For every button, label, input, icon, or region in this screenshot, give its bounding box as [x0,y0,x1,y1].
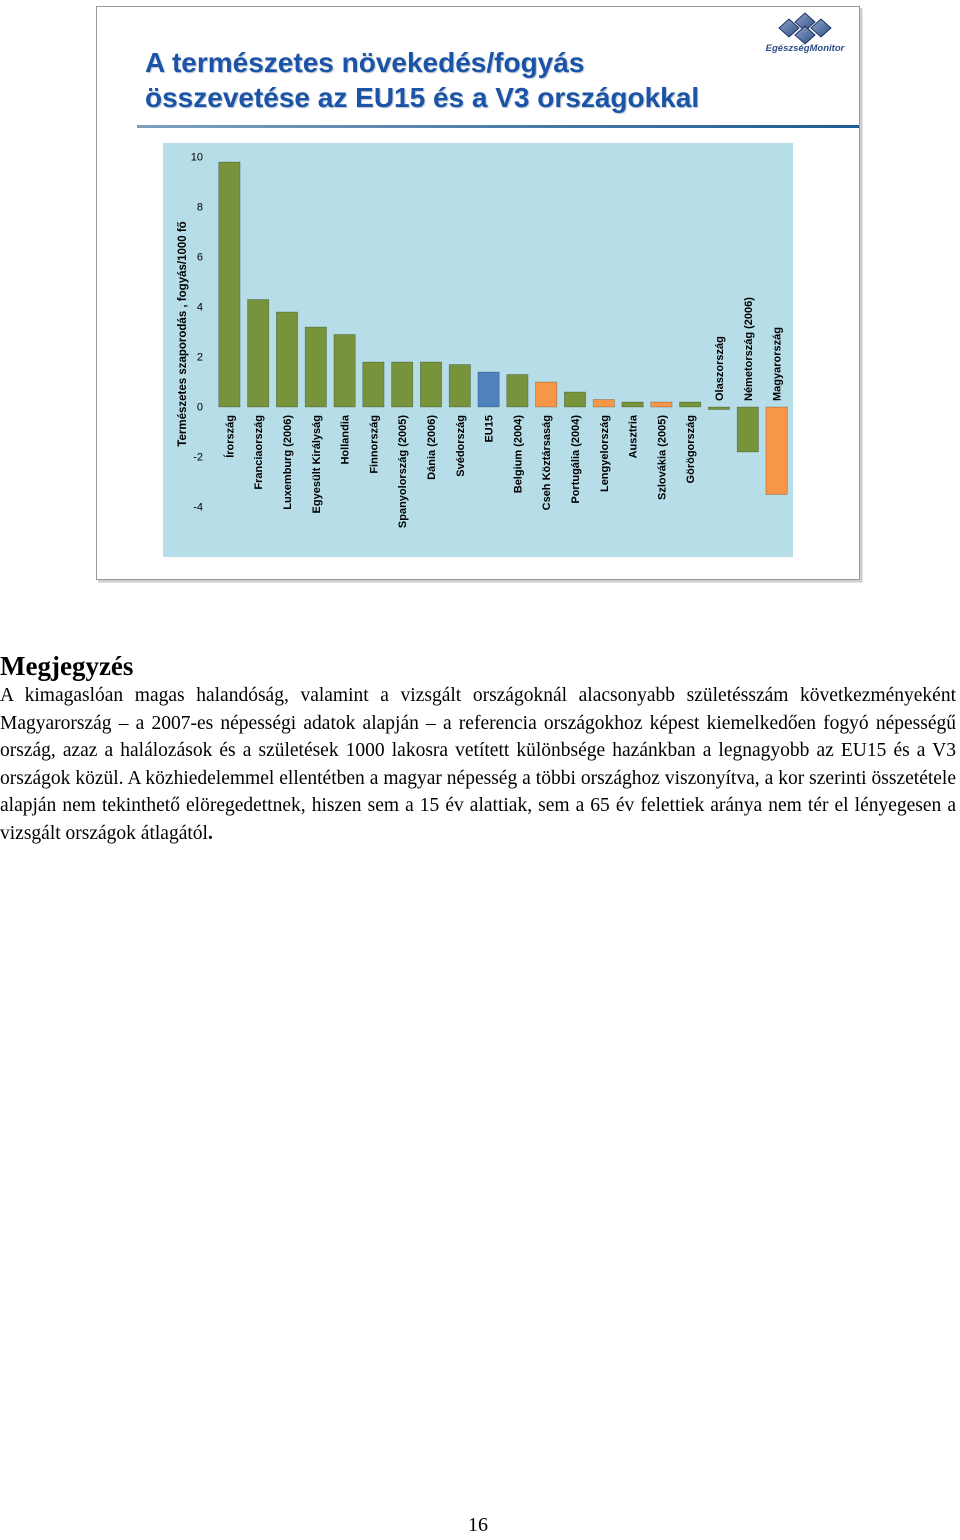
note-heading: Megjegyzés [0,651,134,681]
bar [334,335,355,408]
chart-svg [163,143,793,557]
bar [507,375,528,408]
note-section [0,650,956,847]
slide-frame [96,6,860,580]
category-label: Svédország [454,415,467,477]
egeszsegmonitor-logo [749,11,857,59]
logo-text: EgészségMonitor [765,43,845,54]
y-tick-label: 2 [196,351,203,364]
y-tick-label: 8 [196,201,203,214]
bar [420,362,441,407]
category-label: Magyarország [771,327,784,401]
bar [651,402,672,407]
y-tick-label: 0 [196,401,203,414]
bar [449,365,470,408]
y-tick-label: 10 [190,151,203,164]
category-label: Portugália (2004) [570,415,582,504]
category-label: Franciaország [253,415,266,490]
slide-title-line-2: összevetése az EU15 és a V3 országokkal [145,82,700,113]
category-label: Finnország [368,415,381,474]
slide-title-line-1: A természetes növekedés/fogyás [145,47,585,78]
bar [536,382,557,407]
note-paragraph [0,682,956,847]
category-label: Dánia (2006) [426,415,438,480]
category-label: Ausztria [627,415,640,459]
bar [593,400,614,408]
bar [564,392,585,407]
y-tick-label: 4 [196,301,203,314]
bar [276,312,297,407]
category-label: Egyesült Királyság [310,415,323,514]
bar [737,407,758,452]
category-label: Szlovákia (2005) [656,415,669,500]
bar [708,407,729,410]
category-label: Olaszország [714,336,726,401]
logo-tiles-icon [749,11,857,45]
y-axis-label: Természetes szaporodás , fogyás/1000 fő [177,221,189,447]
bar [766,407,787,495]
category-label: EU15 [483,415,496,443]
category-label: Németország (2006) [742,297,755,401]
category-label: Belgium (2004) [512,415,525,494]
note-body-text: A kimagaslóan magas halandóság, valamint a vizsgált országoknál alacsonyabb születésszám következményeként Magyarország – a 2007-es népességi adatok alapján – a referencia országokhoz képest kiemelkedően fogyó népességű ország, azaz a halálozások és a születések 1000 lakosra vetített különbsége hazánkban a legnagyobb az EU15 és a V3 országok közül. A közhiedelemmel ellentétben a magyar népesség a többi országhoz viszonyítva, a kor szerinti összetétele alapján nem tekinthető elöregedettnek, hiszen sem a 15 év alattiak, sem a 65 év felettiek aránya nem tér el lényegesen a vizsgált országok átlagától [0,685,956,844]
y-tick-label: -4 [193,501,203,514]
bar [478,372,499,407]
category-label: Spanyolország (2005) [397,415,410,529]
bar [680,402,701,407]
category-label: Cseh Köztársaság [541,415,554,511]
bar [305,327,326,407]
page-number: 16 [468,1514,488,1536]
bar [363,362,384,407]
bar [622,402,643,407]
note-body-end: . [207,822,213,844]
y-tick-label: -2 [193,451,203,464]
bar [392,362,413,407]
bar [219,162,240,407]
slide-title [145,45,699,115]
title-divider [137,125,859,128]
y-tick-label: 6 [196,251,203,264]
category-label: Luxemburg (2006) [282,415,294,510]
bar [248,300,269,408]
category-label: Lengyelország [598,415,611,493]
category-label: Írország [224,415,237,458]
category-label: Hollandia [339,415,352,465]
population-change-bar-chart [163,143,793,557]
category-label: Görögország [685,415,698,484]
